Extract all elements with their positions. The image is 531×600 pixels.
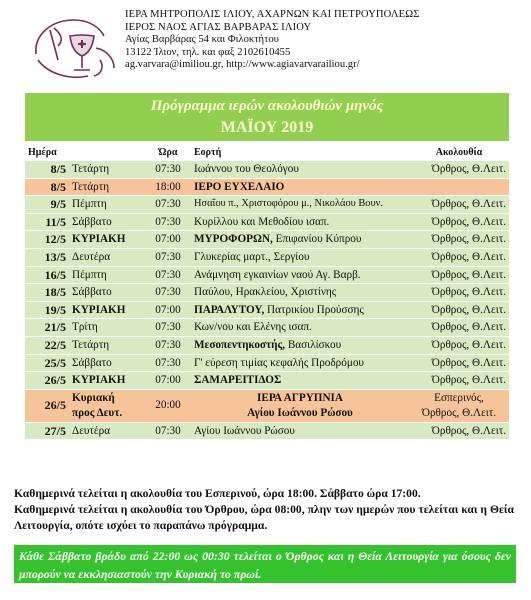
table-row — [25, 196, 509, 214]
row-date: 26/5 — [25, 372, 69, 390]
letterhead — [0, 0, 531, 90]
row-feast: Γλυκερίας μαρτ., Σεργίου — [191, 248, 409, 266]
row-time: 07:30 — [145, 422, 191, 440]
feast-highlight-2: Αγίου Ιωάννου Ρώσου — [247, 406, 353, 419]
feast-highlight: ΜΥΡΟΦΟΡΩΝ, — [194, 233, 273, 246]
table-row — [25, 178, 509, 196]
row-feast: Κυρίλλου και Μεθοδίου ισαπ. — [191, 213, 409, 231]
row-day: Πέμπτη — [69, 196, 145, 214]
schedule-title: Πρόγραμμα ιερών ακολουθιών μηνός — [150, 98, 384, 114]
feast-rest: Επιφανίου Κύπρου — [272, 233, 362, 246]
church-address — [125, 9, 420, 72]
row-day: Πέμπτη — [69, 266, 145, 284]
row-service: Όρθρος, Θ.Λειτ. — [409, 213, 509, 231]
row-service-line1: Εσπερινός, — [434, 391, 484, 404]
table-row — [25, 231, 509, 249]
row-feast: Κων/νου και Ελένης ισαπ. — [191, 319, 409, 337]
feast-highlight: Μεσοπεντηκοστής, — [194, 338, 286, 351]
row-time: 07:30 — [145, 354, 191, 372]
row-service: Όρθρος, Θ.Λειτ. — [409, 319, 509, 337]
row-time: 07:30 — [145, 213, 191, 231]
table-row — [25, 389, 509, 422]
row-day: ΚΥΡΙΑΚΗ — [69, 301, 145, 319]
header-service: Ακολουθία — [409, 146, 509, 161]
row-time: 07:00 — [145, 231, 191, 249]
row-day: Τρίτη — [69, 319, 145, 337]
table-row — [25, 422, 509, 440]
header-day-blank — [69, 146, 145, 161]
row-date: 19/5 — [25, 301, 69, 319]
row-date: 13/5 — [25, 248, 69, 266]
metropolis-name: ΙΕΡΑ ΜΗΤΡΟΠΟΛΙΣ ΙΛΙΟΥ, ΑΧΑΡΝΩΝ ΚΑΙ ΠΕΤΡΟΥΠΟΛΕΩΣ — [125, 9, 420, 20]
email-website[interactable]: ag.varvara@imiliou.gr, http://www.agiavarvarailiou.gr/ — [125, 59, 360, 71]
schedule-month: ΜΑΪΟΥ 2019 — [220, 119, 314, 136]
schedule-notes — [14, 486, 514, 534]
row-feast — [191, 301, 409, 319]
row-day-line1: Κυριακή — [72, 391, 115, 404]
row-date: 27/5 — [25, 422, 69, 440]
title-banner — [25, 93, 509, 141]
schedule-table — [25, 146, 509, 440]
row-service: Όρθρος, Θ.Λειτ. — [409, 231, 509, 249]
row-date: 8/5 — [25, 178, 69, 196]
table-row — [25, 372, 509, 390]
feast-highlight: ΣΑΜΑΡΕΙΤΙΔΟΣ — [194, 374, 282, 387]
row-day: Σάββατο — [69, 284, 145, 302]
row-day: ΚΥΡΙΑΚΗ — [69, 372, 145, 390]
table-row — [25, 284, 509, 302]
row-feast — [191, 336, 409, 354]
city-phone: 13122 Ίλιον, τηλ. και φαξ 2102610455 — [125, 46, 291, 58]
row-date: 22/5 — [25, 336, 69, 354]
row-feast: Αγίου Ιωάννου Ρώσου — [191, 422, 409, 440]
row-day: Σάββατο — [69, 213, 145, 231]
row-day: Σάββατο — [69, 354, 145, 372]
row-time: 07:30 — [145, 319, 191, 337]
row-service: Όρθρος, Θ.Λειτ. — [409, 284, 509, 302]
row-time: 07:30 — [145, 336, 191, 354]
row-service-line2: Όρθρος, Θ.Λειτ. — [421, 406, 497, 419]
table-row — [25, 213, 509, 231]
street-address: Αγίας Βαρβάρας 54 και Φιλοκτήτου — [125, 34, 279, 46]
row-time: 07:30 — [145, 196, 191, 214]
feast-highlight: ΙΕΡΑ ΑΓΡΥΠΝΙΑ — [257, 391, 343, 404]
row-service: Όρθρος, Θ.Λειτ. — [409, 266, 509, 284]
row-time: 07:30 — [145, 266, 191, 284]
row-day: ΚΥΡΙΑΚΗ — [69, 231, 145, 249]
row-date: 8/5 — [25, 161, 69, 179]
row-service: Όρθρος, Θ.Λειτ. — [409, 372, 509, 390]
row-time: 20:00 — [145, 389, 191, 422]
row-feast: ΙΕΡΟ ΕΥΧΕΛΑΙΟ — [191, 178, 409, 196]
row-date: 21/5 — [25, 319, 69, 337]
table-row — [25, 319, 509, 337]
row-service: Όρθρος, Θ.Λειτ. — [409, 301, 509, 319]
row-service: Όρθρος, Θ.Λειτ. — [409, 248, 509, 266]
feast-rest: Βασιλίσκου — [285, 338, 342, 351]
row-date: 26/5 — [25, 389, 69, 422]
feast-highlight: ΠΑΡΑΛΥΤΟΥ, — [194, 303, 265, 316]
table-row — [25, 248, 509, 266]
church-name: ΙΕΡΟΣ ΝΑΟΣ ΑΓΙΑΣ ΒΑΡΒΑΡΑΣ ΙΛΙΟΥ — [125, 21, 312, 33]
row-service — [409, 178, 509, 196]
row-time: 07:30 — [145, 161, 191, 179]
vespers-note: Καθημερινά τελείται η ακολουθία του Εσπερινού, ώρα 18:00. Σάββατο ώρα 17:00. — [14, 487, 421, 500]
saturday-vigil-note: Κάθε Σάββατο βράδυ από 22:00 ως 00:30 τελείται ο Όρθρος και η Θεία Λειτουργία για όσους δεν μπορούν να εκκλησιαστούν την Κυριακή το πρωί. — [14, 545, 516, 583]
row-day: Δευτέρα — [69, 422, 145, 440]
row-feast: Ανάμνηση εγκαινίων ναού Αγ. Βαρβ. — [191, 266, 409, 284]
table-row — [25, 354, 509, 372]
row-day — [69, 389, 145, 422]
row-feast — [191, 372, 409, 390]
row-service: Όρθρος, Θ.Λειτ. — [409, 354, 509, 372]
row-feast: Ιωάννου του Θεολόγου — [191, 161, 409, 179]
row-time: 18:00 — [145, 178, 191, 196]
row-feast — [191, 231, 409, 249]
table-header-row — [25, 146, 509, 161]
header-feast: Εορτή — [191, 146, 409, 161]
row-date: 11/5 — [25, 213, 69, 231]
row-date: 18/5 — [25, 284, 69, 302]
row-feast: Παύλου, Ηρακλείου, Χριστίνης — [191, 284, 409, 302]
row-date: 25/5 — [25, 354, 69, 372]
row-service: Όρθρος, Θ.Λειτ. — [409, 196, 509, 214]
row-day: Τετάρτη — [69, 178, 145, 196]
table-row — [25, 336, 509, 354]
row-service: Όρθρος, Θ.Λειτ. — [409, 422, 509, 440]
chalice-icon — [30, 14, 122, 84]
matins-note: Καθημερινά τελείται η ακολουθία του Όρθρου, ώρα 08:00, πλην των ημερών που τελείται και η Θεία Λειτουργία, οπότε ισχύει το παραπάνω πρόγραμμα. — [14, 503, 514, 532]
header-time: Ώρα — [145, 146, 191, 161]
row-day: Τετάρτη — [69, 161, 145, 179]
table-row — [25, 161, 509, 179]
row-time: 07:00 — [145, 372, 191, 390]
feast-rest: Πατρικίου Προύσσης — [264, 303, 364, 316]
table-row — [25, 266, 509, 284]
row-service — [409, 389, 509, 422]
header-date: Ημέρα — [25, 146, 69, 161]
row-feast: Γ' εύρεση τιμίας κεφαλής Προδρόμου — [191, 354, 409, 372]
table-row — [25, 301, 509, 319]
row-time: 07:30 — [145, 284, 191, 302]
row-date: 12/5 — [25, 231, 69, 249]
row-day-line2: προς Δευτ. — [72, 406, 123, 419]
row-time: 07:30 — [145, 248, 191, 266]
row-day: Δευτέρα — [69, 248, 145, 266]
row-date: 9/5 — [25, 196, 69, 214]
row-time: 07:00 — [145, 301, 191, 319]
row-feast: Ησαΐου π., Χριστοφόρου μ., Νικολάου Βουν. — [191, 196, 409, 214]
row-feast — [191, 389, 409, 422]
row-day: Τετάρτη — [69, 336, 145, 354]
row-date: 16/5 — [25, 266, 69, 284]
row-service: Όρθρος, Θ.Λειτ. — [409, 161, 509, 179]
row-service: Όρθρος, Θ.Λειτ. — [409, 336, 509, 354]
